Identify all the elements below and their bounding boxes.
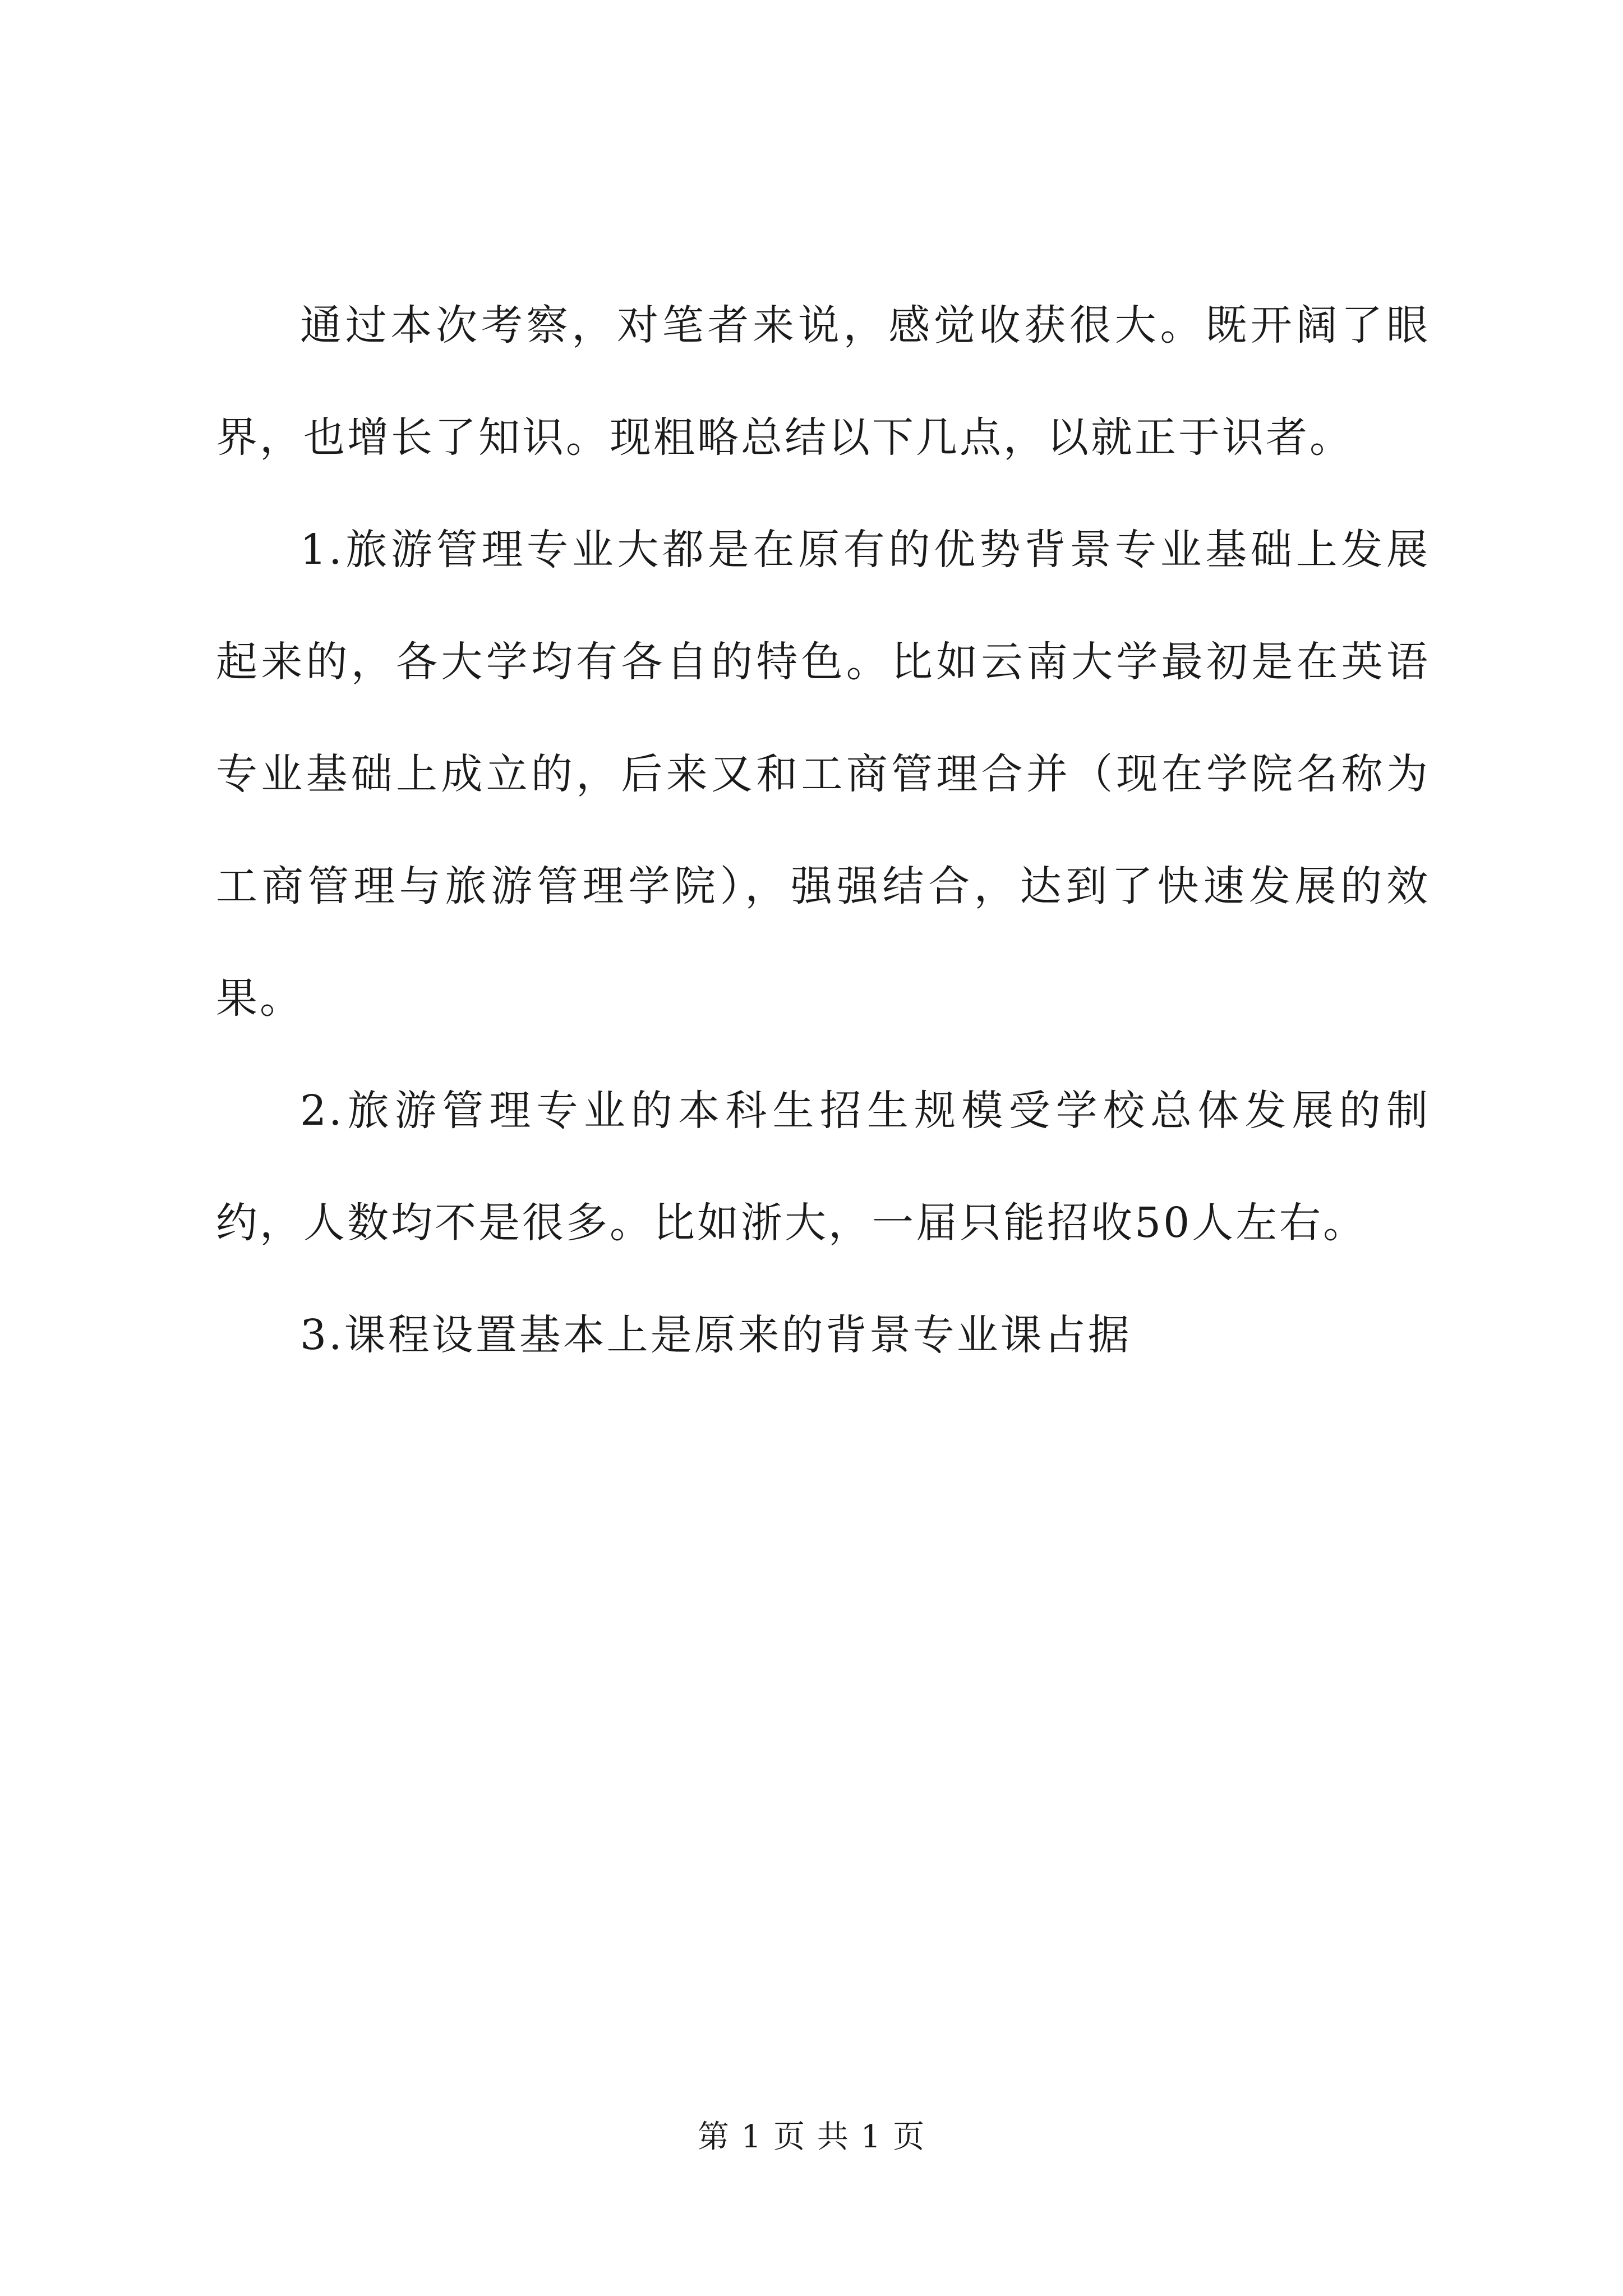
paragraph-point-1: 1.旅游管理专业大都是在原有的优势背景专业基础上发展起来的，各大学均有各自的特色。比如云南大学最初是在英语专业基础上成立的，后来又和工商管理合并（现在学院名称为工商管理与旅游管理学院），强强结合，达到了快速发展的效果。 — [216, 526, 1430, 1023]
paragraph-intro: 通过本次考察，对笔者来说，感觉收获很大。既开阔了眼界，也增长了知识。现粗略总结以下几点，以就正于识者。 — [216, 301, 1430, 462]
page-footer: 第 1 页 共 1 页 — [697, 2119, 926, 2155]
paragraph-point-3: 3.课程设置基本上是原来的背景专业课占据 — [300, 1311, 1132, 1359]
document-body — [216, 269, 1430, 1391]
paragraph-point-2: 2.旅游管理专业的本科生招生规模受学校总体发展的制约，人数均不是很多。比如浙大，一届只能招收50人左右。 — [216, 1087, 1430, 1247]
